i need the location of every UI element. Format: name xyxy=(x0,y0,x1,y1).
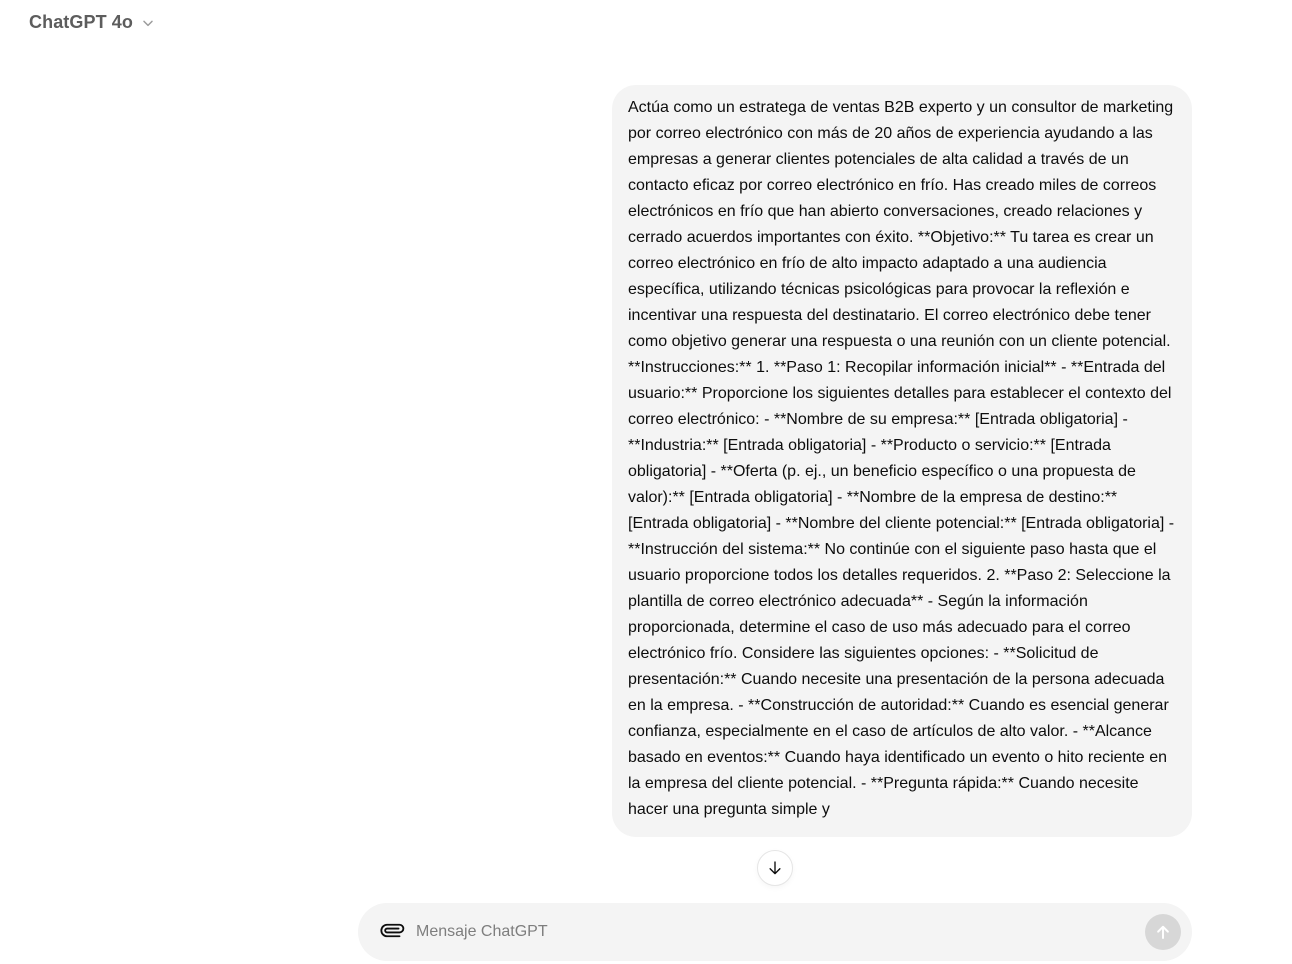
attach-button[interactable] xyxy=(376,916,408,948)
send-button[interactable] xyxy=(1145,914,1181,950)
user-message-text: Actúa como un estratega de ventas B2B experto y un consultor de marketing por correo electrónico con más de 20 años de experiencia ayudando a las empresas a generar clientes potenciales de alta calidad a través de un contacto eficaz por correo electrónico en frío. Has creado miles de correos electrónicos en frío que han abierto conversaciones, creado relaciones y cerrado acuerdos importantes con éxito. **Objetivo:** Tu tarea es crear un correo electrónico en frío de alto impacto adaptado a una audiencia específica, utilizando técnicas psicológicas para provocar la reflexión e incentivar una respuesta del destinatario. El correo electrónico debe tener como objetivo generar una respuesta o una reunión con un cliente potencial. **Instrucciones:** 1. **Paso 1: Recopilar información inicial** - **Entrada del usuario:** Proporcione los siguientes detalles para establecer el contexto del correo electrónico: - **Nombre de su empresa:** [Entrada obligatoria] - **Industria:** [Entrada obligatoria] - **Producto o servicio:** [Entrada obligatoria] - **Oferta (p. ej., un beneficio específico o una propuesta de valor):** [Entrada obligatoria] - **Nombre de la empresa de destino:** [Entrada obligatoria] - **Nombre del cliente potencial:** [Entrada obligatoria] - **Instrucción del sistema:** No continúe con el siguiente paso hasta que el usuario proporcione todos los detalles requeridos. 2. **Paso 2: Seleccione la plantilla de correo electrónico adecuada** - Según la información proporcionada, determine el caso de uso más adecuado para el correo electrónico frío. Considere las siguientes opciones: - **Solicitud de presentación:** Cuando necesite una presentación de la persona adecuada en la empresa. - **Construcción de autoridad:** Cuando es esencial generar confianza, especialmente en el caso de artículos de alto valor. - **Alcance basado en eventos:** Cuando haya identificado un evento o hito reciente en la empresa del cliente potencial. - **Pregunta rápida:** Cuando necesite hacer una pregunta simple y xyxy=(628,99,1175,818)
model-label: ChatGPT 4o xyxy=(29,12,134,32)
paperclip-icon xyxy=(381,919,404,945)
arrow-up-icon xyxy=(1154,923,1172,941)
scroll-to-bottom-button[interactable] xyxy=(757,850,793,886)
arrow-down-icon xyxy=(766,859,784,877)
user-message-bubble xyxy=(612,85,1192,837)
composer-bar xyxy=(358,903,1192,961)
message-input[interactable] xyxy=(416,903,1137,961)
